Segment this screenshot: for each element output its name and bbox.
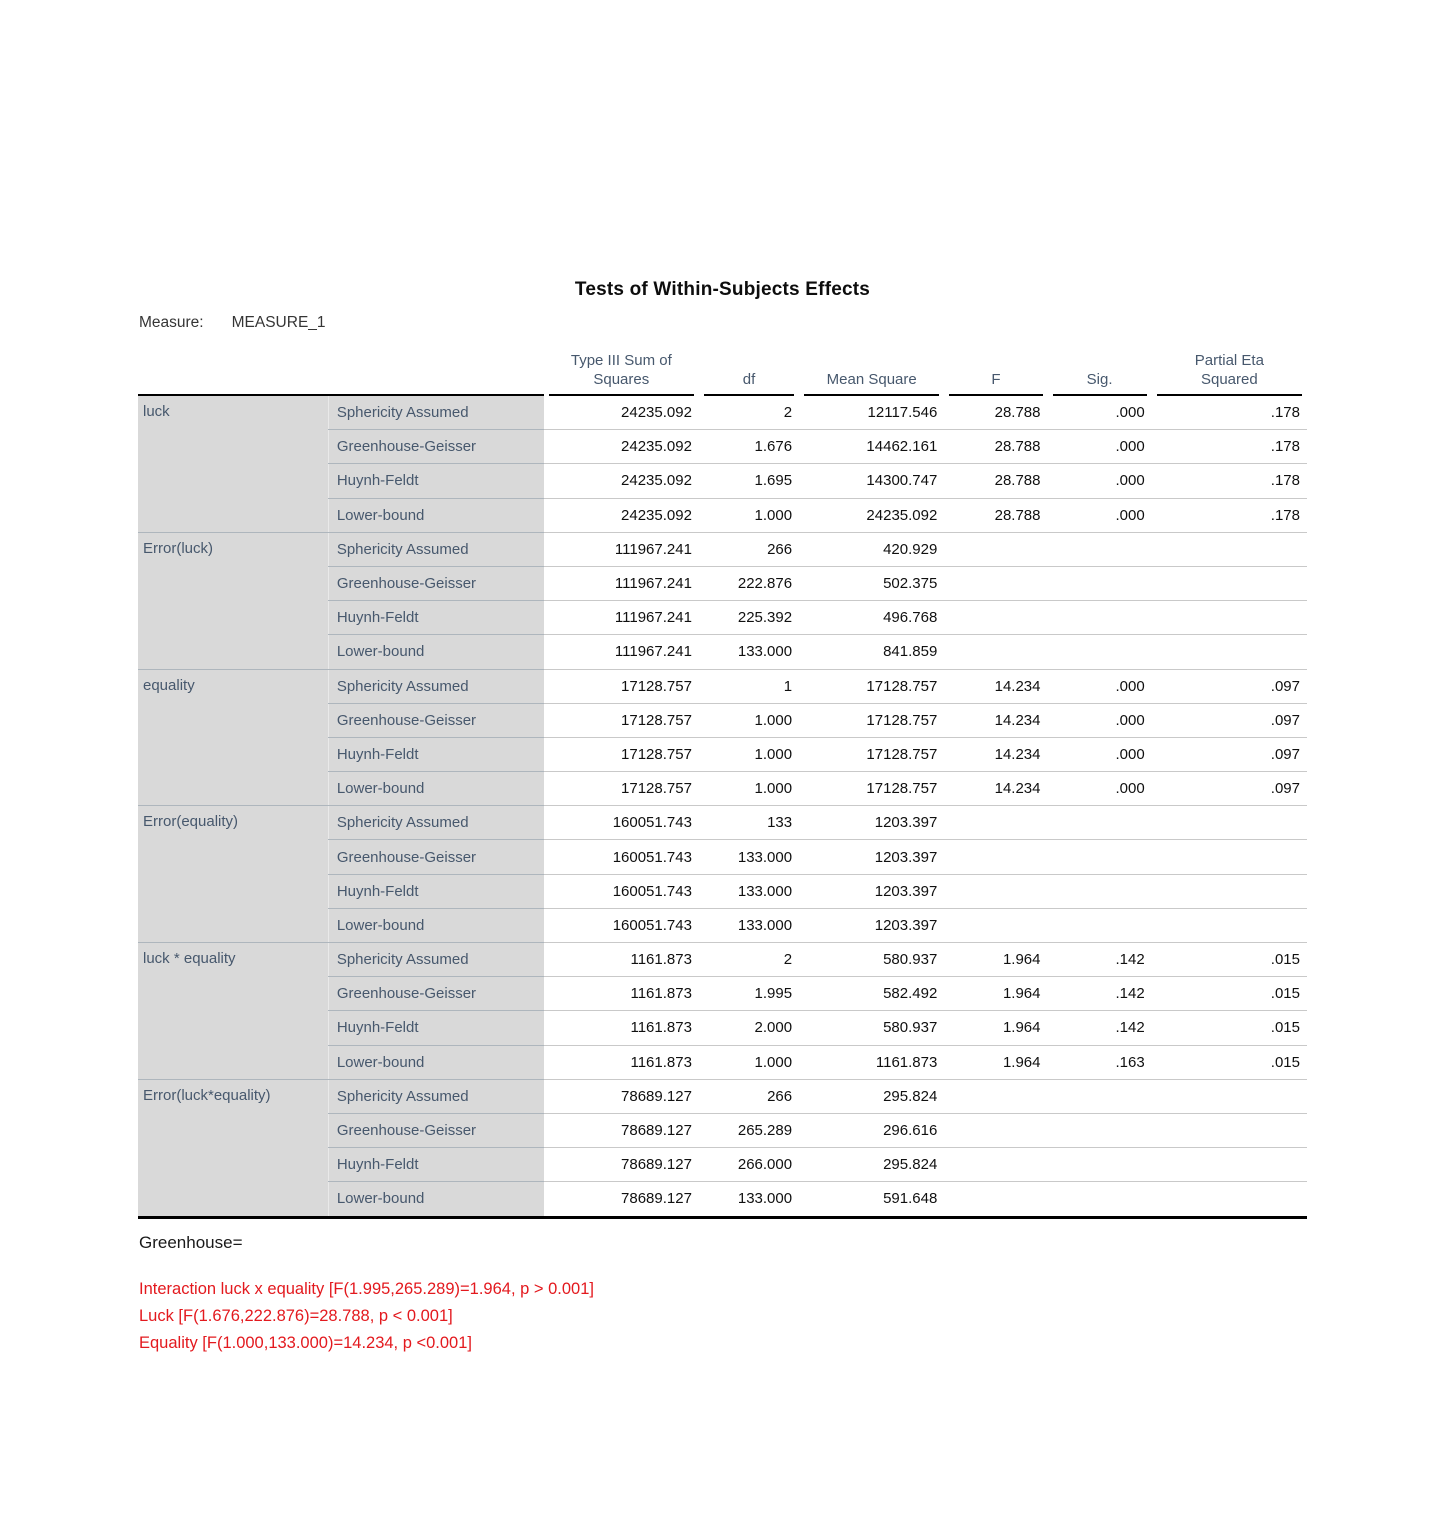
value-cell <box>944 1113 1047 1147</box>
value-cell: 1.000 <box>699 737 799 771</box>
value-cell: .015 <box>1152 1045 1307 1079</box>
value-cell: 1.964 <box>944 1045 1047 1079</box>
measure-line <box>139 314 326 332</box>
table-wrap <box>138 341 1307 1219</box>
value-cell: .142 <box>1048 1011 1152 1045</box>
value-cell <box>1152 840 1307 874</box>
value-cell: 1.964 <box>944 1011 1047 1045</box>
method-cell: Lower-bound <box>328 498 543 532</box>
column-header-method <box>328 341 543 396</box>
value-cell <box>1048 532 1152 566</box>
method-cell: Greenhouse-Geisser <box>328 703 543 737</box>
value-cell <box>1152 566 1307 600</box>
value-cell: 2 <box>699 943 799 977</box>
measure-label: Measure: <box>139 314 204 331</box>
value-cell <box>944 1079 1047 1113</box>
method-cell: Huynh-Feldt <box>328 1011 543 1045</box>
table-header <box>138 341 1307 396</box>
method-cell: Sphericity Assumed <box>328 396 543 430</box>
note-line: Luck [F(1.676,222.876)=28.788, p < 0.001] <box>139 1307 453 1325</box>
method-cell: Lower-bound <box>328 772 543 806</box>
value-cell <box>1048 840 1152 874</box>
value-cell: 17128.757 <box>544 703 699 737</box>
value-cell: 17128.757 <box>799 703 944 737</box>
value-cell: 17128.757 <box>799 772 944 806</box>
value-cell: 225.392 <box>699 601 799 635</box>
column-header-type-iii-sum-of-squares <box>544 341 699 396</box>
value-cell: 14.234 <box>944 703 1047 737</box>
table-row <box>138 669 1307 703</box>
value-cell: .000 <box>1048 772 1152 806</box>
value-cell: 160051.743 <box>544 806 699 840</box>
value-cell: 1.964 <box>944 977 1047 1011</box>
value-cell <box>944 874 1047 908</box>
value-cell: 1.995 <box>699 977 799 1011</box>
method-cell: Sphericity Assumed <box>328 532 543 566</box>
effect-cell: Error(equality) <box>138 806 328 943</box>
value-cell: 1203.397 <box>799 874 944 908</box>
value-cell: 28.788 <box>944 430 1047 464</box>
method-cell: Huynh-Feldt <box>328 874 543 908</box>
value-cell: .000 <box>1048 498 1152 532</box>
value-cell: 111967.241 <box>544 566 699 600</box>
effect-cell: luck * equality <box>138 943 328 1080</box>
value-cell: .142 <box>1048 943 1152 977</box>
value-cell: 160051.743 <box>544 908 699 942</box>
value-cell: 1161.873 <box>544 943 699 977</box>
value-cell: 580.937 <box>799 1011 944 1045</box>
value-cell: 266.000 <box>699 1148 799 1182</box>
value-cell: 28.788 <box>944 396 1047 430</box>
value-cell: .015 <box>1152 1011 1307 1045</box>
value-cell <box>944 806 1047 840</box>
value-cell: 160051.743 <box>544 874 699 908</box>
value-cell <box>1152 1182 1307 1216</box>
notes-block <box>139 1276 594 1357</box>
table-row <box>138 806 1307 840</box>
method-cell: Greenhouse-Geisser <box>328 566 543 600</box>
value-cell: 266 <box>699 532 799 566</box>
value-cell: 111967.241 <box>544 635 699 669</box>
within-subjects-table <box>138 341 1307 1216</box>
column-header-mean-square <box>799 341 944 396</box>
value-cell <box>1152 532 1307 566</box>
column-header-line: Partial Eta <box>1194 352 1264 369</box>
value-cell: 420.929 <box>799 532 944 566</box>
value-cell <box>944 601 1047 635</box>
value-cell: 24235.092 <box>544 498 699 532</box>
value-cell: 1203.397 <box>799 908 944 942</box>
value-cell: 133 <box>699 806 799 840</box>
table-row <box>138 1079 1307 1113</box>
value-cell: .015 <box>1152 943 1307 977</box>
column-header-line: Type III Sum of <box>570 352 672 369</box>
value-cell: 2 <box>699 396 799 430</box>
value-cell: 133.000 <box>699 874 799 908</box>
value-cell: 133.000 <box>699 635 799 669</box>
value-cell <box>1152 1079 1307 1113</box>
value-cell: 17128.757 <box>544 737 699 771</box>
value-cell: 841.859 <box>799 635 944 669</box>
table-row <box>138 943 1307 977</box>
value-cell: 502.375 <box>799 566 944 600</box>
value-cell <box>1048 806 1152 840</box>
value-cell: 1161.873 <box>799 1045 944 1079</box>
method-cell: Sphericity Assumed <box>328 806 543 840</box>
method-cell: Sphericity Assumed <box>328 943 543 977</box>
value-cell: 1 <box>699 669 799 703</box>
value-cell: 1.000 <box>699 1045 799 1079</box>
value-cell: 222.876 <box>699 566 799 600</box>
method-cell: Greenhouse-Geisser <box>328 1113 543 1147</box>
value-cell: 24235.092 <box>544 396 699 430</box>
value-cell <box>1048 566 1152 600</box>
value-cell: .163 <box>1048 1045 1152 1079</box>
value-cell: 295.824 <box>799 1148 944 1182</box>
value-cell: 1161.873 <box>544 1045 699 1079</box>
value-cell: 1.964 <box>944 943 1047 977</box>
method-cell: Lower-bound <box>328 635 543 669</box>
value-cell: 2.000 <box>699 1011 799 1045</box>
value-cell: .097 <box>1152 772 1307 806</box>
value-cell <box>1048 1113 1152 1147</box>
effect-cell: Error(luck) <box>138 532 328 669</box>
value-cell: .000 <box>1048 669 1152 703</box>
method-cell: Huynh-Feldt <box>328 601 543 635</box>
value-cell: .097 <box>1152 703 1307 737</box>
table-row <box>138 396 1307 430</box>
value-cell: 1.676 <box>699 430 799 464</box>
value-cell: .000 <box>1048 430 1152 464</box>
value-cell: .000 <box>1048 703 1152 737</box>
value-cell: .015 <box>1152 977 1307 1011</box>
value-cell: 24235.092 <box>799 498 944 532</box>
effect-cell: luck <box>138 396 328 532</box>
value-cell: 295.824 <box>799 1079 944 1113</box>
value-cell <box>1152 908 1307 942</box>
value-cell: 12117.546 <box>799 396 944 430</box>
value-cell <box>944 908 1047 942</box>
column-header-df <box>699 341 799 396</box>
value-cell: 111967.241 <box>544 601 699 635</box>
value-cell: 580.937 <box>799 943 944 977</box>
value-cell: .097 <box>1152 669 1307 703</box>
method-cell: Sphericity Assumed <box>328 1079 543 1113</box>
value-cell <box>1048 1148 1152 1182</box>
value-cell: 24235.092 <box>544 464 699 498</box>
value-cell: 160051.743 <box>544 840 699 874</box>
value-cell: 78689.127 <box>544 1148 699 1182</box>
greenhouse-label: Greenhouse= <box>139 1233 243 1252</box>
value-cell: 14300.747 <box>799 464 944 498</box>
value-cell: 14.234 <box>944 772 1047 806</box>
value-cell <box>1152 874 1307 908</box>
value-cell <box>1048 1079 1152 1113</box>
value-cell <box>944 635 1047 669</box>
column-header-sig <box>1048 341 1152 396</box>
value-cell: 1.000 <box>699 498 799 532</box>
value-cell <box>1152 601 1307 635</box>
value-cell: 591.648 <box>883 1190 938 1208</box>
value-cell: 582.492 <box>799 977 944 1011</box>
value-cell: 24235.092 <box>544 430 699 464</box>
column-header-line: Squared <box>1200 371 1258 388</box>
method-cell: Huynh-Feldt <box>328 1148 543 1182</box>
value-cell: 1161.873 <box>544 977 699 1011</box>
method-cell: Huynh-Feldt <box>328 737 543 771</box>
note-line: Interaction luck x equality [F(1.995,265.289)=1.964, p > 0.001] <box>139 1280 594 1298</box>
value-cell: 133.000 <box>699 908 799 942</box>
value-cell: 17128.757 <box>799 669 944 703</box>
value-cell: .097 <box>1152 737 1307 771</box>
value-cell: 1.695 <box>699 464 799 498</box>
value-cell: 28.788 <box>944 464 1047 498</box>
value-cell: 28.788 <box>944 498 1047 532</box>
value-cell: 17128.757 <box>544 669 699 703</box>
value-cell <box>1152 1148 1307 1182</box>
value-cell <box>944 1148 1047 1182</box>
method-cell: Greenhouse-Geisser <box>328 840 543 874</box>
value-cell: 133.000 <box>737 1190 793 1208</box>
note-line: Equality [F(1.000,133.000)=14.234, p <0.001] <box>139 1334 472 1352</box>
value-cell: 111967.241 <box>544 532 699 566</box>
method-cell: Lower-bound <box>328 1182 543 1216</box>
measure-value: MEASURE_1 <box>231 314 326 331</box>
effect-cell: equality <box>138 669 328 806</box>
method-cell: Huynh-Feldt <box>328 464 543 498</box>
method-cell: Lower-bound <box>328 1045 543 1079</box>
value-cell <box>944 566 1047 600</box>
value-cell <box>1048 1182 1152 1216</box>
value-cell <box>944 1182 1047 1216</box>
value-cell <box>1152 1113 1307 1147</box>
value-cell: 1203.397 <box>799 840 944 874</box>
method-cell: Greenhouse-Geisser <box>328 977 543 1011</box>
value-cell: 133.000 <box>699 840 799 874</box>
value-cell: 1.000 <box>699 703 799 737</box>
value-cell: 1203.397 <box>799 806 944 840</box>
value-cell: 265.289 <box>699 1113 799 1147</box>
value-cell: .000 <box>1048 464 1152 498</box>
value-cell: 266 <box>699 1079 799 1113</box>
value-cell: .178 <box>1152 430 1307 464</box>
table-row <box>138 532 1307 566</box>
value-cell: .142 <box>1048 977 1152 1011</box>
column-header-effect <box>138 341 328 396</box>
value-cell <box>1152 635 1307 669</box>
column-header-line: F <box>991 371 1001 388</box>
effect-cell: Error(luck*equality) <box>138 1079 328 1215</box>
value-cell <box>1048 874 1152 908</box>
value-cell: .178 <box>1152 396 1307 430</box>
column-header-f <box>944 341 1047 396</box>
table-title: Tests of Within-Subjects Effects <box>574 279 871 300</box>
method-cell: Greenhouse-Geisser <box>328 430 543 464</box>
value-cell: 14462.161 <box>799 430 944 464</box>
value-cell: 78689.127 <box>544 1079 699 1113</box>
value-cell <box>1048 601 1152 635</box>
value-cell <box>1152 806 1307 840</box>
value-cell <box>1048 908 1152 942</box>
value-cell: 1.000 <box>699 772 799 806</box>
value-cell: .178 <box>1152 464 1307 498</box>
value-cell: 14.234 <box>944 737 1047 771</box>
value-cell: 296.616 <box>799 1113 944 1147</box>
value-cell: 14.234 <box>944 669 1047 703</box>
value-cell: 17128.757 <box>544 772 699 806</box>
method-cell: Sphericity Assumed <box>328 669 543 703</box>
value-cell: 496.768 <box>799 601 944 635</box>
column-header-line: Sig. <box>1086 371 1113 388</box>
column-header-line: df <box>742 371 756 388</box>
value-cell: 17128.757 <box>799 737 944 771</box>
value-cell: 78689.127 <box>544 1113 699 1147</box>
value-cell: 1161.873 <box>544 1011 699 1045</box>
method-cell: Lower-bound <box>328 908 543 942</box>
value-cell: 78689.127 <box>621 1190 692 1208</box>
value-cell: .178 <box>1152 498 1307 532</box>
value-cell <box>944 840 1047 874</box>
column-header-partial-eta-squared <box>1152 341 1307 396</box>
value-cell: .000 <box>1048 737 1152 771</box>
value-cell <box>1048 635 1152 669</box>
value-cell <box>944 532 1047 566</box>
value-cell: .000 <box>1048 396 1152 430</box>
table-body <box>138 396 1307 1216</box>
column-header-line: Mean Square <box>826 371 917 388</box>
column-header-line: Squares <box>593 371 650 388</box>
